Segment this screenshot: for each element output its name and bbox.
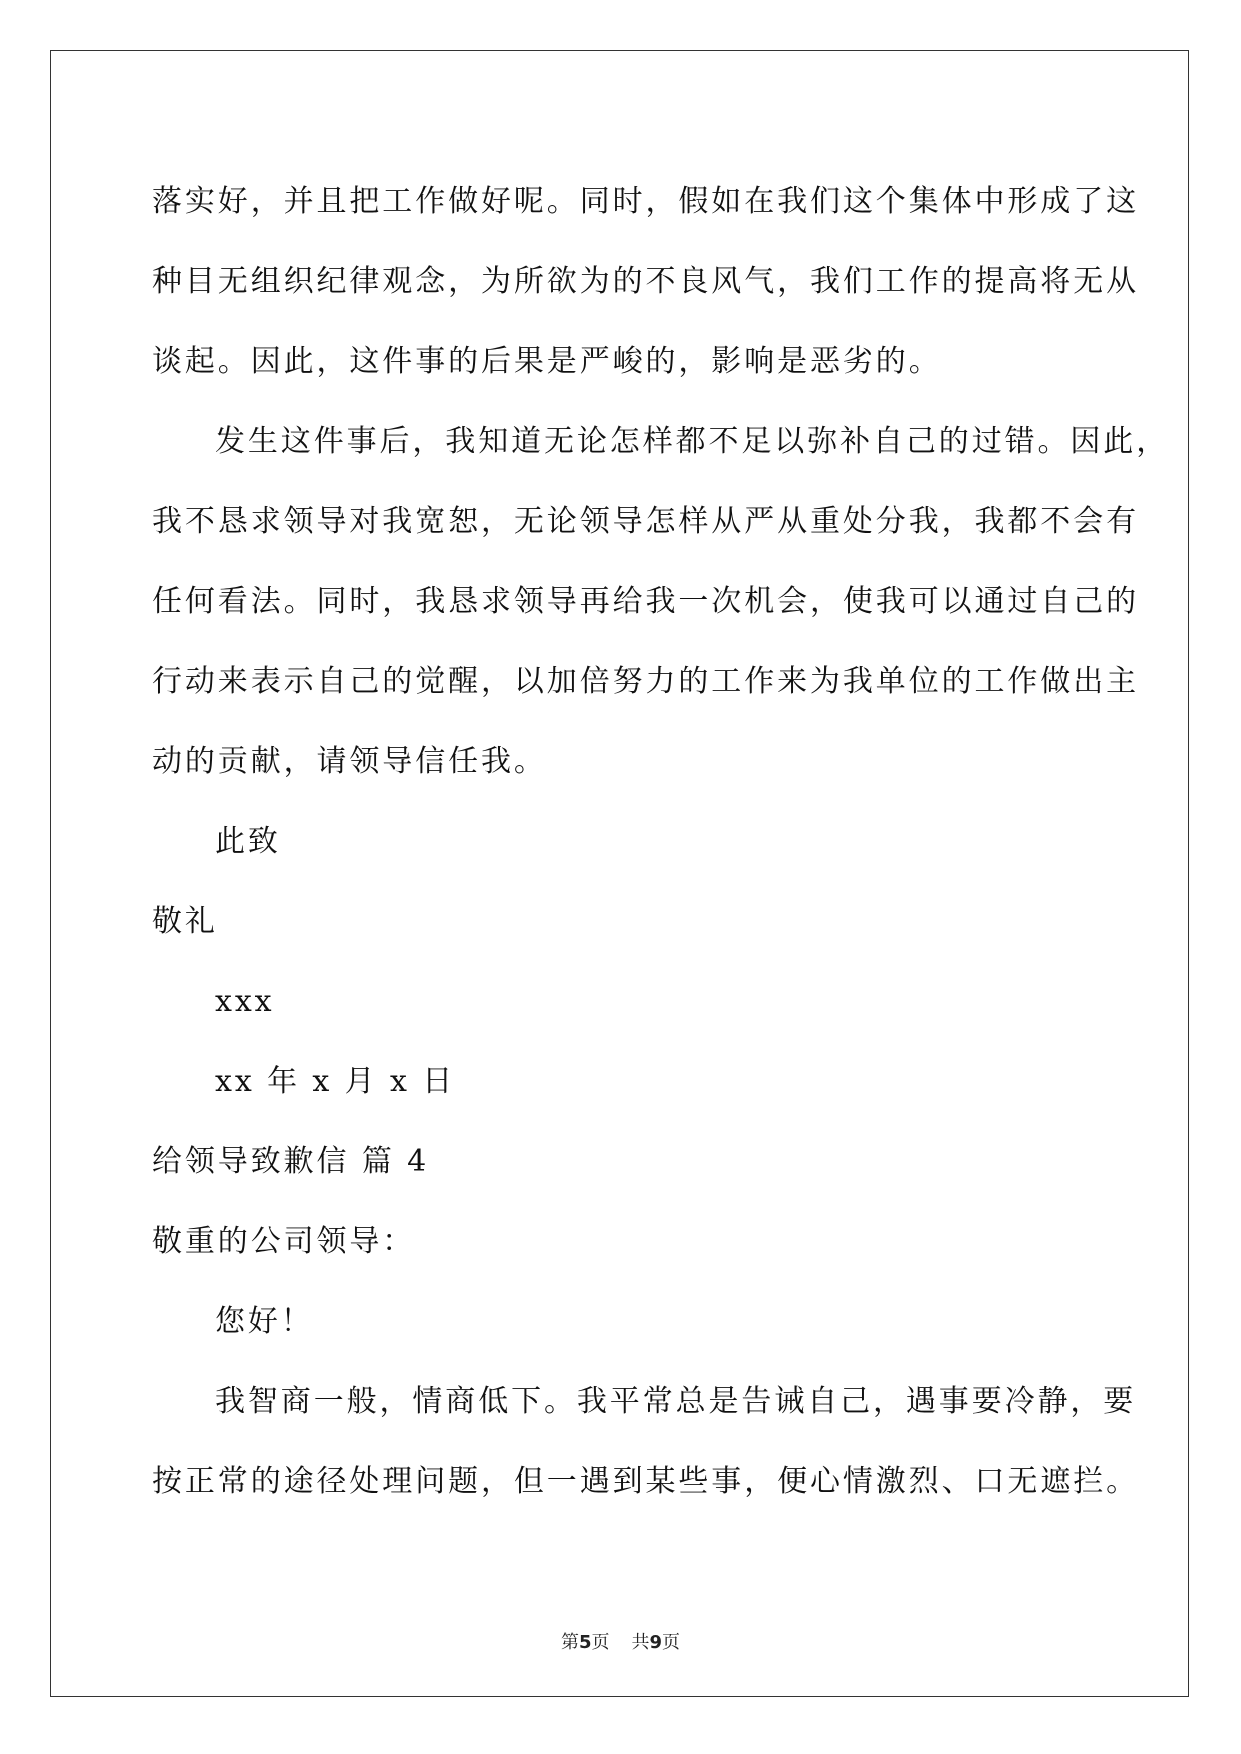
text-line: 落实好，并且把工作做好呢。同时，假如在我们这个集体中形成了这 bbox=[152, 184, 1139, 219]
signature-name: xxx bbox=[215, 984, 275, 1019]
closing-regards: 敬礼 bbox=[152, 904, 218, 939]
text-line: 动的贡献，请领导信任我。 bbox=[152, 744, 547, 779]
text-line: 发生这件事后，我知道无论怎样都不足以弥补自己的过错。因此， bbox=[215, 424, 1170, 459]
footer-page-word: 页 bbox=[591, 1632, 610, 1653]
text-line: 我智商一般，情商低下。我平常总是告诫自己，遇事要冷静，要 bbox=[215, 1384, 1137, 1419]
footer-total-prefix: 共 bbox=[631, 1632, 650, 1653]
page-footer bbox=[0, 1628, 1241, 1654]
letter-hello: 您好！ bbox=[215, 1304, 314, 1339]
document-body bbox=[152, 162, 1170, 1522]
footer-prefix: 第 bbox=[560, 1632, 579, 1653]
total-page-number: 9 bbox=[649, 1632, 663, 1653]
signature-date: xx 年 x 月 x 日 bbox=[215, 1064, 456, 1099]
text-line: 行动来表示自己的觉醒，以加倍努力的工作来为我单位的工作做出主 bbox=[152, 664, 1139, 699]
text-line: 我不恳求领导对我宽恕，无论领导怎样从严从重处分我，我都不会有 bbox=[152, 504, 1139, 539]
closing-salutation: 此致 bbox=[215, 824, 281, 859]
text-line: 按正常的途径处理问题，但一遇到某些事，便心情激烈、口无遮拦。 bbox=[152, 1464, 1139, 1499]
footer-total-suffix: 页 bbox=[662, 1632, 681, 1653]
current-page-number: 5 bbox=[578, 1632, 592, 1653]
text-line: 任何看法。同时，我恳求领导再给我一次机会，使我可以通过自己的 bbox=[152, 584, 1139, 619]
text-line: 谈起。因此，这件事的后果是严峻的，影响是恶劣的。 bbox=[152, 344, 942, 379]
letter-greeting: 敬重的公司领导： bbox=[152, 1224, 416, 1259]
text-line: 种目无组织纪律观念，为所欲为的不良风气，我们工作的提高将无从 bbox=[152, 264, 1139, 299]
section-heading: 给领导致歉信 篇 4 bbox=[152, 1144, 430, 1179]
